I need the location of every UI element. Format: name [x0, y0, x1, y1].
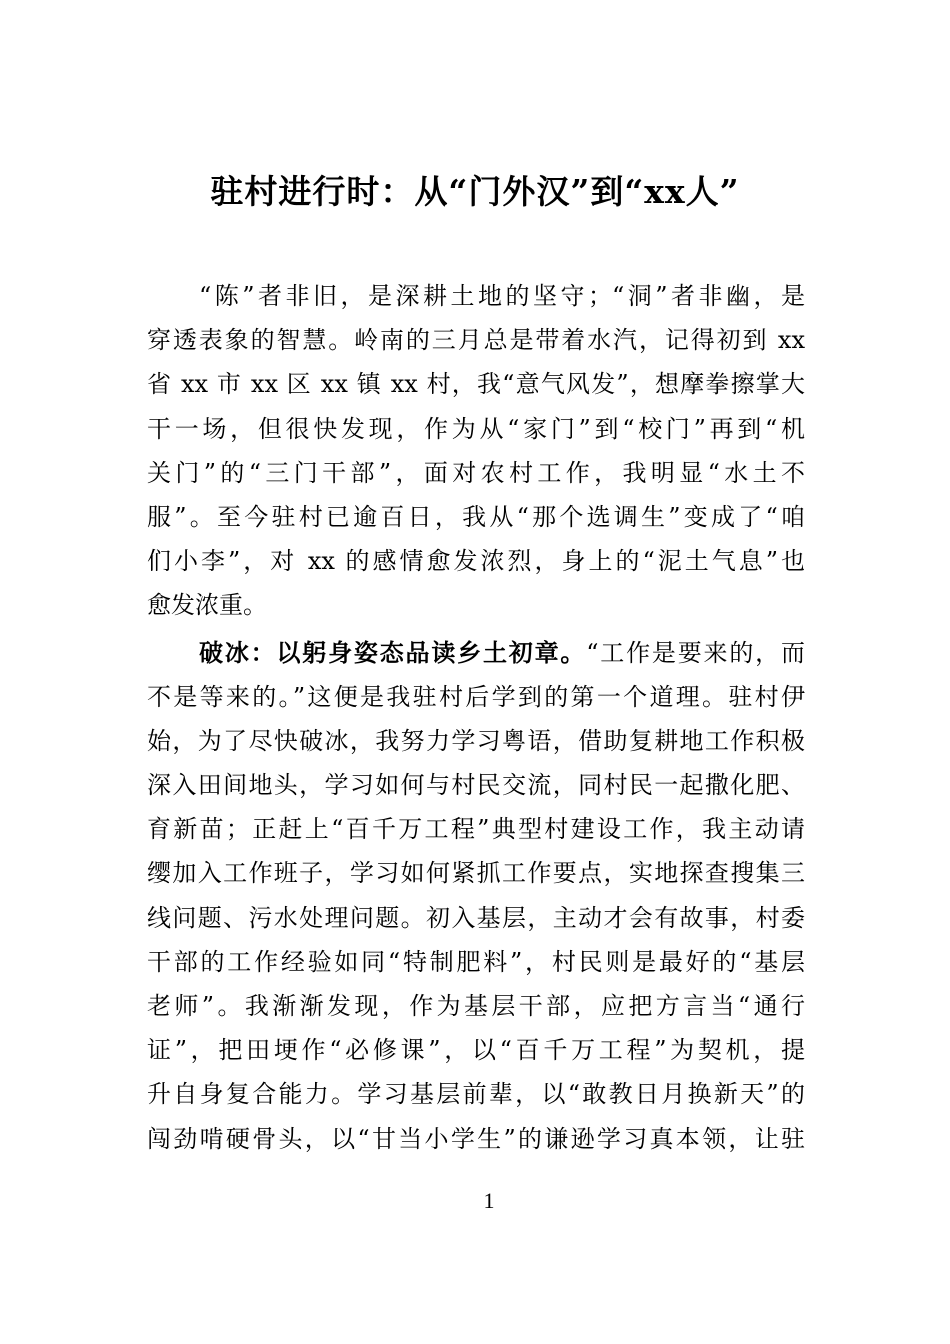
text-line [147, 631, 805, 675]
text-run: “工作是要来的，而 [586, 638, 805, 667]
text-line: 育新苗；正赶上“百千万工程”典型村建设工作，我主动请 [147, 815, 805, 844]
text-line: 老师”。我渐渐发现，作为基层干部，应把方言当“通行 [147, 992, 805, 1020]
paragraph-2 [147, 631, 805, 1161]
text-line: 闯劲啃硬骨头，以“甘当小学生”的谦逊学习真本领，让驻 [147, 1124, 805, 1153]
text-line: 愈发浓重。 [147, 591, 267, 620]
text-line: 升自身复合能力。学习基层前辈，以“敢教日月换新天”的 [147, 1080, 805, 1109]
text-line: 深入田间地头，学习如何与村民交流，同村民一起撒化肥、 [147, 771, 805, 800]
document-body [147, 274, 805, 1161]
text-line: 关门”的“三门干部”，面对农村工作，我明显“水土不 [147, 458, 805, 487]
text-line: 始，为了尽快破冰，我努力学习粤语，借助复耕地工作积极 [147, 726, 805, 755]
page-number: 1 [483, 1188, 495, 1213]
text-line: 穿透表象的智慧。岭南的三月总是带着水汽，记得初到 xx [147, 326, 805, 355]
text-line: 缨加入工作班子，学习如何紧抓工作要点，实地探查搜集三 [147, 859, 805, 888]
text-line: “陈”者非旧，是深耕土地的坚守；“洞”者非幽，是 [199, 282, 805, 310]
text-line: 服”。至今驻村已逾百日，我从“那个选调生”变成了“咱 [147, 502, 805, 531]
text-line: 干部的工作经验如同“特制肥料”，村民则是最好的“基层 [147, 947, 805, 976]
text-line: 们小李”，对 xx 的感情愈发浓烈，身上的“泥土气息”也 [147, 547, 805, 576]
text-line: 证”，把田埂作“必修课”，以“百千万工程”为契机，提 [147, 1036, 805, 1065]
text-line: 不是等来的。”这便是我驻村后学到的第一个道理。驻村伊 [147, 682, 805, 711]
text-line: 干一场，但很快发现，作为从“家门”到“校门”再到“机 [147, 414, 805, 443]
text-line: 线问题、污水处理问题。初入基层，主动才会有故事，村委 [147, 903, 805, 932]
section-heading: 破冰：以躬身姿态品读乡土初章。 [199, 638, 587, 667]
text-line: 省 xx 市 xx 区 xx 镇 xx 村，我“意气风发”，想摩拳擦掌大 [147, 370, 805, 399]
paragraph-1 [147, 274, 805, 628]
document-title: 驻村进行时：从“门外汉”到“xx人” [210, 172, 740, 211]
